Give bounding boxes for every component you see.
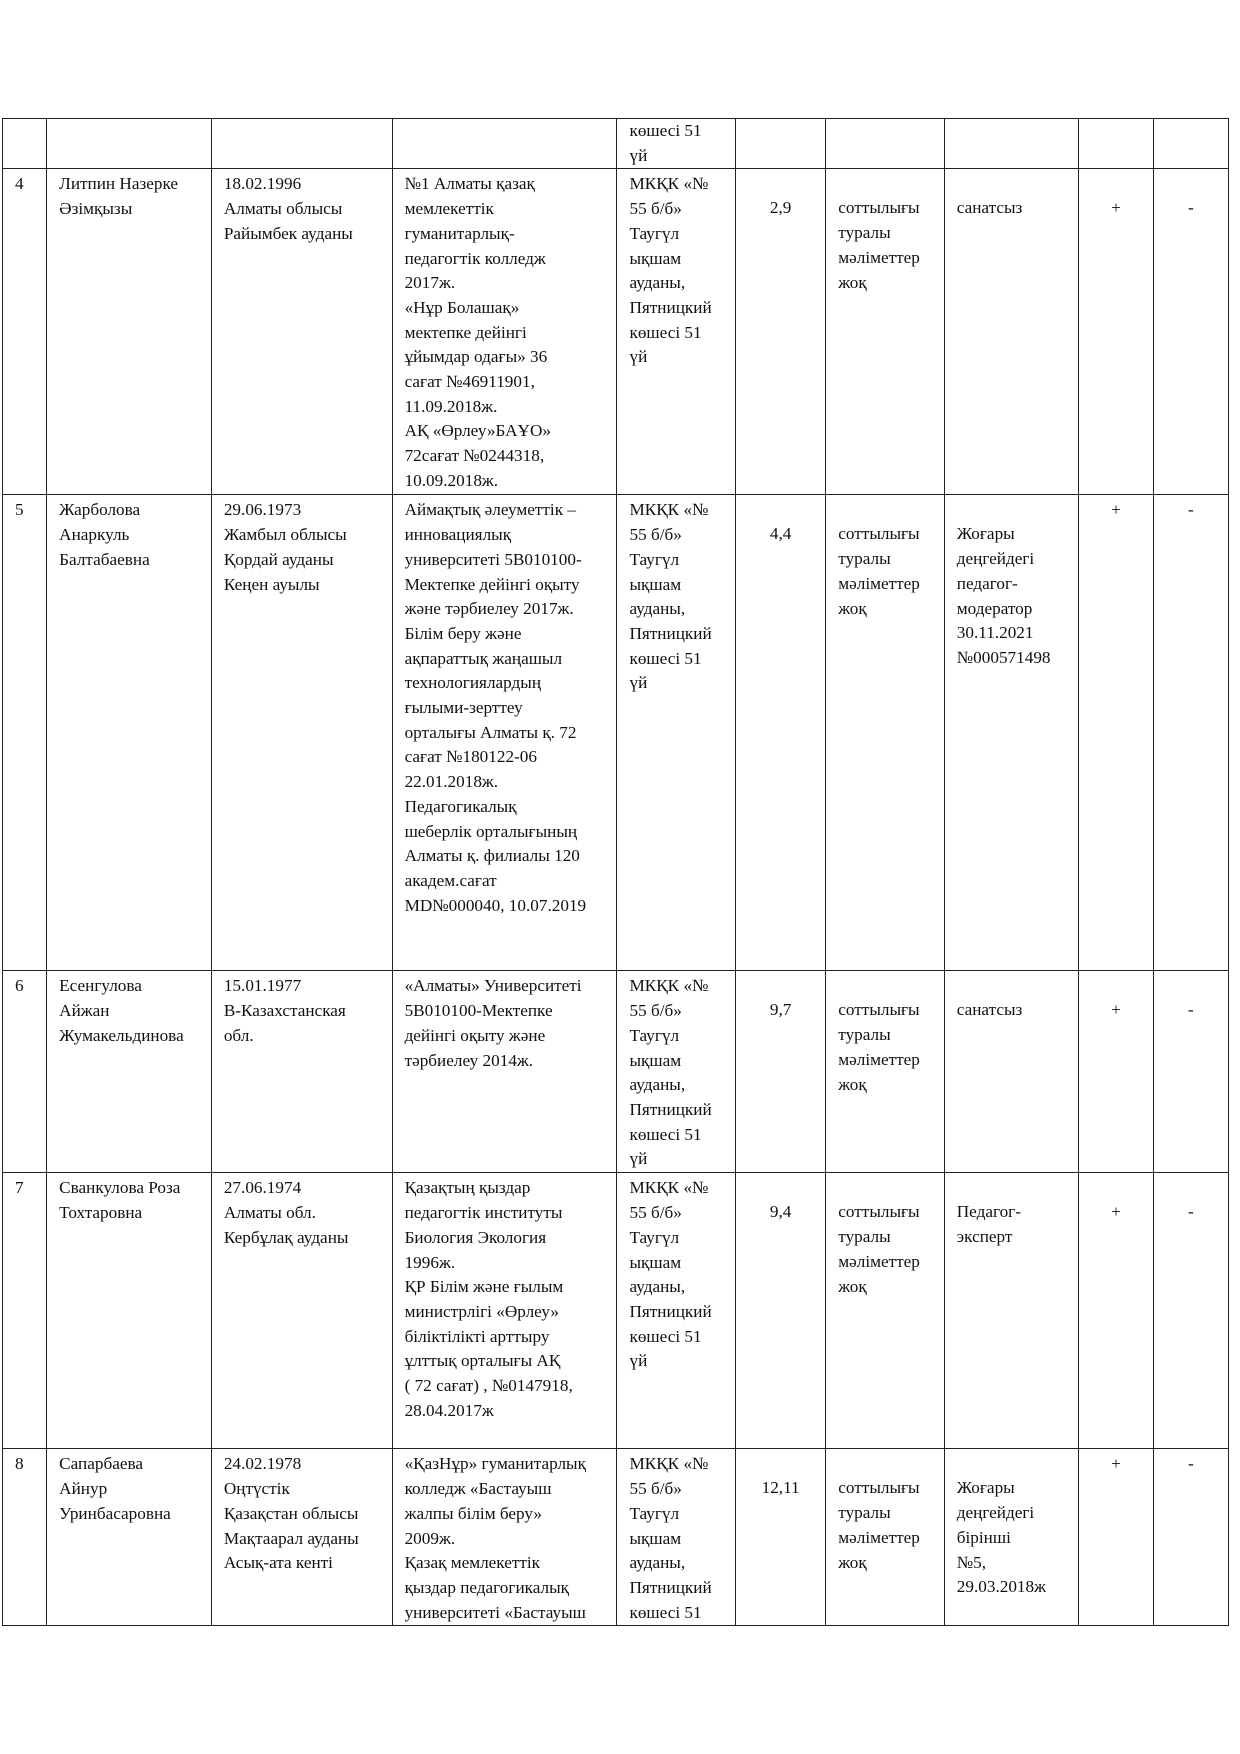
- cell-mark-plus: +: [1079, 1449, 1153, 1626]
- cell-education: Аймақтық әлеуметтік – инновациялық университеті 5В010100- Мектепке дейінгі оқыту және тәрбиелеу 2017ж. Білім беру және ақпараттық жаңашыл технологиялардың ғылыми-зерттеу орталығы Алматы қ. 72 сағат №180122-06 22.01.2018ж. Педагогикалық шеберлік орталығының Алматы қ. филиалы 120 академ.сағат MD№000040, 10.07.2019: [392, 495, 617, 971]
- cell-education: «ҚазНұр» гуманитарлық колледж «Бастауыш жалпы білім беру» 2009ж. Қазақ мемлекеттік қыздар педагогикалық университеті «Бастауыш: [392, 1449, 617, 1626]
- cell-number: 6: [3, 971, 47, 1173]
- cell-birth-info: 24.02.1978 Оңтүстік Қазақстан облысы Мақтаарал ауданы Асық-ата кенті: [211, 1449, 392, 1626]
- cell-category: санатсыз: [944, 971, 1079, 1173]
- cell-mark-minus: -: [1153, 971, 1228, 1173]
- cell-workplace: МКҚК «№ 55 б/б» Таугүл ықшам ауданы, Пятницкий көшесі 51 үй: [617, 971, 735, 1173]
- cell-mark-minus: [1153, 119, 1228, 169]
- cell-mark-plus: +: [1079, 971, 1153, 1173]
- cell-category: Педагог- эксперт: [944, 1173, 1079, 1449]
- cell-full-name: Сапарбаева Айнур Уринбасаровна: [47, 1449, 212, 1626]
- cell-education: №1 Алматы қазақ мемлекеттік гуманитарлық- педагогтік колледж 2017ж. «Нұр Болашақ» мектепке дейінгі ұйымдар одағы» 36 сағат №46911901, 11.09.2018ж. АҚ «Өрлеу»БАҰО» 72сағат №0244318, 10.09.2018ж.: [392, 169, 617, 495]
- cell-experience: 9,7: [735, 971, 825, 1173]
- table-row: [3, 495, 1229, 971]
- table-row: [3, 971, 1229, 1173]
- table-row: [3, 169, 1229, 495]
- cell-education: Қазақтың қыздар педагогтік институты Биология Экология 1996ж. ҚР Білім және ғылым министрлігі «Өрлеу» біліктілікті арттыру ұлттық орталығы АҚ ( 72 сағат) , №0147918, 28.04.2017ж: [392, 1173, 617, 1449]
- cell-experience: 12,11: [735, 1449, 825, 1626]
- cell-education: [392, 119, 617, 169]
- cell-birth-info: [211, 119, 392, 169]
- cell-mark-minus: -: [1153, 1449, 1228, 1626]
- cell-mark-plus: +: [1079, 1173, 1153, 1449]
- cell-number: 8: [3, 1449, 47, 1626]
- cell-full-name: Есенгулова Айжан Жумакельдинова: [47, 971, 212, 1173]
- cell-number: 4: [3, 169, 47, 495]
- cell-conviction: соттылығы туралы мәліметтер жоқ: [826, 971, 944, 1173]
- cell-number: 5: [3, 495, 47, 971]
- cell-workplace: МКҚК «№ 55 б/б» Таугүл ықшам ауданы, Пятницкий көшесі 51 үй: [617, 495, 735, 971]
- cell-mark-minus: -: [1153, 495, 1228, 971]
- cell-workplace: МКҚК «№ 55 б/б» Таугүл ықшам ауданы, Пятницкий көшесі 51: [617, 1449, 735, 1626]
- cell-category: Жоғары деңгейдегі педагог- модератор 30.11.2021 №000571498: [944, 495, 1079, 971]
- cell-number: [3, 119, 47, 169]
- cell-full-name: [47, 119, 212, 169]
- cell-experience: 4,4: [735, 495, 825, 971]
- cell-category: [944, 119, 1079, 169]
- cell-conviction: соттылығы туралы мәліметтер жоқ: [826, 1173, 944, 1449]
- cell-conviction: соттылығы туралы мәліметтер жоқ: [826, 495, 944, 971]
- cell-workplace: көшесі 51 үй: [617, 119, 735, 169]
- cell-category: Жоғары деңгейдегі бірінші №5, 29.03.2018ж: [944, 1449, 1079, 1626]
- cell-mark-plus: +: [1079, 169, 1153, 495]
- cell-conviction: соттылығы туралы мәліметтер жоқ: [826, 1449, 944, 1626]
- cell-conviction: [826, 119, 944, 169]
- cell-workplace: МКҚК «№ 55 б/б» Таугүл ықшам ауданы, Пятницкий көшесі 51 үй: [617, 1173, 735, 1449]
- table-row: [3, 1449, 1229, 1626]
- cell-full-name: Жарболова Анаркуль Балтабаевна: [47, 495, 212, 971]
- cell-mark-minus: -: [1153, 1173, 1228, 1449]
- cell-mark-plus: [1079, 119, 1153, 169]
- cell-birth-info: 27.06.1974 Алматы обл. Кербұлақ ауданы: [211, 1173, 392, 1449]
- cell-experience: 9,4: [735, 1173, 825, 1449]
- cell-category: санатсыз: [944, 169, 1079, 495]
- cell-mark-minus: -: [1153, 169, 1228, 495]
- cell-mark-plus: +: [1079, 495, 1153, 971]
- table-row: [3, 119, 1229, 169]
- staff-table: [2, 118, 1229, 1626]
- cell-birth-info: 29.06.1973 Жамбыл облысы Қордай ауданы Кеңен ауылы: [211, 495, 392, 971]
- table-row: [3, 1173, 1229, 1449]
- cell-birth-info: 18.02.1996 Алматы облысы Райымбек ауданы: [211, 169, 392, 495]
- cell-full-name: Сванкулова Роза Тохтаровна: [47, 1173, 212, 1449]
- cell-experience: [735, 119, 825, 169]
- cell-workplace: МКҚК «№ 55 б/б» Таугүл ықшам ауданы, Пятницкий көшесі 51 үй: [617, 169, 735, 495]
- cell-experience: 2,9: [735, 169, 825, 495]
- cell-number: 7: [3, 1173, 47, 1449]
- cell-conviction: соттылығы туралы мәліметтер жоқ: [826, 169, 944, 495]
- cell-full-name: Литпин Назерке Әзімқызы: [47, 169, 212, 495]
- cell-education: «Алматы» Университеті 5В010100-Мектепке дейінгі оқыту және тәрбиелеу 2014ж.: [392, 971, 617, 1173]
- cell-birth-info: 15.01.1977 В-Казахстанская обл.: [211, 971, 392, 1173]
